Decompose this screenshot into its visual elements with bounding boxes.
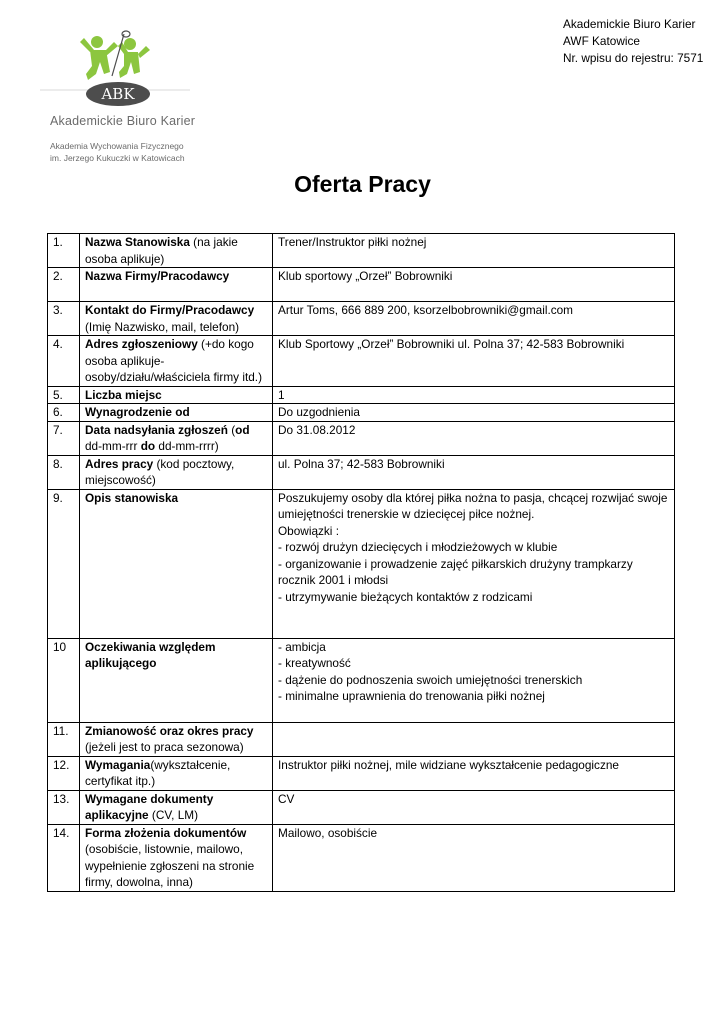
row-value: Mailowo, osobiście — [273, 824, 675, 891]
row-label: Liczba miejsc — [80, 386, 273, 404]
page-title: Oferta Pracy — [294, 171, 431, 197]
row-label: Nazwa Stanowiska (na jakie osoba aplikuje) — [80, 234, 273, 268]
header-line1: Akademickie Biuro Karier — [563, 17, 696, 31]
logo-badge-text: ABK — [101, 85, 135, 103]
row-label: Data nadsyłania zgłoszeń (od dd-mm-rrr do dd-mm-rrrr) — [80, 421, 273, 455]
row-value: Instruktor piłki nożnej, mile widziane wykształcenie pedagogiczne — [273, 756, 675, 790]
row-label: Adres pracy (kod pocztowy, miejscowość) — [80, 455, 273, 489]
table-row — [48, 756, 675, 790]
row-number: 11. — [48, 722, 80, 756]
abk-logo — [40, 28, 210, 168]
table-row — [48, 790, 675, 824]
table-row — [48, 722, 675, 756]
row-label: Wymagane dokumenty aplikacyjne (CV, LM) — [80, 790, 273, 824]
header-address — [563, 16, 703, 67]
row-value: ul. Polna 37; 42-583 Bobrowniki — [273, 455, 675, 489]
row-value — [273, 722, 675, 756]
row-value: 1 — [273, 386, 675, 404]
logo-subtitle-line2: im. Jerzego Kukuczki w Katowicach — [50, 153, 185, 163]
table-row — [48, 489, 675, 638]
row-label: Opis stanowiska — [80, 489, 273, 638]
row-number: 3. — [48, 302, 80, 336]
logo-subtitle — [50, 140, 185, 164]
row-number: 8. — [48, 455, 80, 489]
header-line3: Nr. wpisu do rejestru: 7571 — [563, 51, 704, 65]
table-row — [48, 302, 675, 336]
row-label: Oczekiwania względem aplikującego — [80, 638, 273, 722]
table-row — [48, 386, 675, 404]
row-value: Do 31.08.2012 — [273, 421, 675, 455]
offer-table — [47, 233, 675, 892]
row-value: CV — [273, 790, 675, 824]
row-label: Zmianowość oraz okres pracy (jeżeli jest to praca sezonowa) — [80, 722, 273, 756]
row-value: Klub sportowy „Orzeł” Bobrowniki — [273, 268, 675, 302]
row-number: 9. — [48, 489, 80, 638]
logo-subtitle-line1: Akademia Wychowania Fizycznego — [50, 141, 184, 151]
table-row — [48, 455, 675, 489]
row-number: 2. — [48, 268, 80, 302]
row-number: 4. — [48, 336, 80, 387]
row-number: 5. — [48, 386, 80, 404]
header-line2: AWF Katowice — [563, 34, 640, 48]
row-number: 1. — [48, 234, 80, 268]
row-value: Artur Toms, 666 889 200, ksorzelbobrowniki@gmail.com — [273, 302, 675, 336]
table-row — [48, 824, 675, 891]
table-row — [48, 638, 675, 722]
row-value: - ambicja - kreatywność - dążenie do podnoszenia swoich umiejętności trenerskich - minimalne uprawnienia do trenowania piłki nożnej — [273, 638, 675, 722]
table-row — [48, 234, 675, 268]
logo-emblem — [40, 28, 210, 118]
jumping-figures-icon — [80, 36, 150, 80]
table-row — [48, 268, 675, 302]
table-row — [48, 404, 675, 422]
row-number: 6. — [48, 404, 80, 422]
row-label: Wynagrodzenie od — [80, 404, 273, 422]
row-number: 12. — [48, 756, 80, 790]
row-value: Klub Sportowy „Orzeł” Bobrowniki ul. Polna 37; 42-583 Bobrowniki — [273, 336, 675, 387]
row-value: Poszukujemy osoby dla której piłka nożna to pasja, chcącej rozwijać swoje umiejętności trenerskie w dziecięcej piłce nożnej. Obowiązki : - rozwój drużyn dziecięcych i młodzieżowych w klubie - organizowanie i prowadzenie zajęć piłkarskich drużyny trampkarzy rocznik 2001 i młodsi - utrzymywanie bieżących kontaktów z rodzicami — [273, 489, 675, 638]
row-label: Kontakt do Firmy/Pracodawcy (Imię Nazwisko, mail, telefon) — [80, 302, 273, 336]
row-number: 13. — [48, 790, 80, 824]
row-value: Trener/Instruktor piłki nożnej — [273, 234, 675, 268]
logo-name: Akademickie Biuro Karier — [50, 114, 196, 128]
row-value: Do uzgodnienia — [273, 404, 675, 422]
row-number: 10 — [48, 638, 80, 722]
row-label: Nazwa Firmy/Pracodawcy — [80, 268, 273, 302]
row-label: Adres zgłoszeniowy (+do kogo osoba aplikuje-osoby/działu/właściciela firmy itd.) — [80, 336, 273, 387]
row-label: Forma złożenia dokumentów (osobiście, listownie, mailowo, wypełnienie zgłoszeni na stronie firmy, dowolna, inna) — [80, 824, 273, 891]
table-row — [48, 421, 675, 455]
row-label: Wymagania(wykształcenie, certyfikat itp.) — [80, 756, 273, 790]
table-row — [48, 336, 675, 387]
row-number: 14. — [48, 824, 80, 891]
row-number: 7. — [48, 421, 80, 455]
